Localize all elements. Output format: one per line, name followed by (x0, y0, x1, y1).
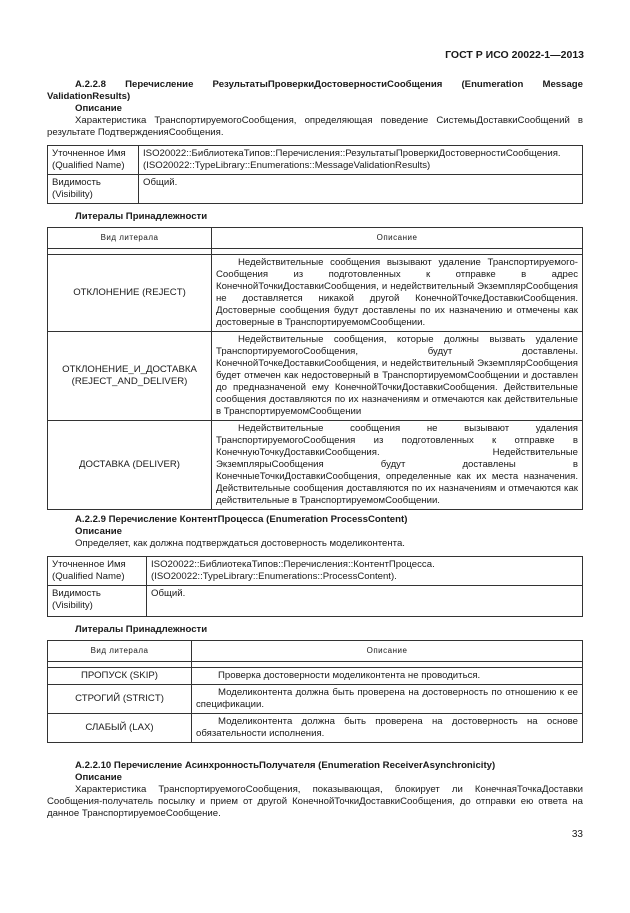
section-title: A.2.2.10 Перечисление АсинхронностьПолучателя (Enumeration ReceiverAsynchronicity) (75, 760, 496, 771)
section-title: A.2.2.9 Перечисление КонтентПроцесса (Enumeration ProcessContent) (75, 514, 408, 525)
column-header-kind: Вид литерала (48, 641, 192, 662)
description-text: Характеристика ТранспортируемогоСообщения, определяющая поведение СистемыДоставкиСообщений в результате ПодтвержденияСообщения. (47, 115, 583, 138)
description-text: Определяет, как должна подтверждаться достоверность моделиконтента. (75, 538, 405, 549)
table-row (48, 146, 583, 175)
column-header-kind: Вид литерала (48, 228, 212, 249)
literal-kind: ДОСТАВКА (DELIVER) (48, 421, 212, 510)
property-value: Общий. (139, 175, 583, 204)
description-label: Описание (75, 526, 122, 537)
property-value: ISO20022::БиблиотекаТипов::Перечисления::КонтентПроцесса. (ISO20022::TypeLibrary::Enumerations::ProcessContent). (147, 557, 583, 586)
literals-table (47, 640, 583, 743)
literal-description: Недействительные сообщения вызывают удаление Транспортируемого-Сообщения из подготовленных к отправке в адрес КонечнойТочкиДоставкиСообщения, и недействительный ЭкземплярСообщения не доставляется никакой другой КонечнойТочкеДоставкиСообщения. Достоверные сообщения будут доставлены по их назначению и отмечены как достоверные в ТранспортируемомСообщении. (212, 255, 583, 332)
literal-description: Проверка достоверности моделиконтента не проводиться. (192, 668, 583, 685)
property-value: Общий. (147, 586, 583, 617)
literal-description: Моделиконтента должна быть проверена на достоверность по отношению к ее спецификации. (192, 685, 583, 714)
column-header-description: Описание (212, 228, 583, 249)
table-row (48, 668, 583, 685)
table-row (48, 557, 583, 586)
property-name: Уточненное Имя (Qualified Name) (48, 557, 147, 586)
property-name: Видимость (Visibility) (48, 175, 139, 204)
properties-table (47, 556, 583, 617)
table-header-row (48, 228, 583, 249)
literal-kind: СТРОГИЙ (STRICT) (48, 685, 192, 714)
literal-kind: ОТКЛОНЕНИЕ (REJECT) (48, 255, 212, 332)
literal-description: Моделиконтента должна быть проверена на достоверность на основе обязательности исполнения. (192, 714, 583, 743)
table-row (48, 586, 583, 617)
description-label: Описание (75, 772, 122, 783)
table-row (48, 421, 583, 510)
table-row (48, 332, 583, 421)
table-row (48, 685, 583, 714)
literals-title: Литералы Принадлежности (75, 211, 208, 222)
section-a228 (47, 79, 583, 510)
literal-description: Недействительные сообщения, которые должны вызвать удаление ТранспортируемогоСообщения, будут доставлены. КонечнойТочкеДоставкиСообщения, и недействительный ЭкземплярСообщения будет отмечен как недостоверный в ТранспортируемомСообщении и доставлен до предназначеной ему КонечнойТочкиДоставкиСообщения. Действительные сообщения доставляются по их назначениям и отмечаются как действительные в ТранспортируемомСообщении (212, 332, 583, 421)
property-name: Уточненное Имя (Qualified Name) (48, 146, 139, 175)
property-value: ISO20022::БиблиотекаТипов::Перечисления::РезультатыПроверкиДостоверностиСообщения. (ISO20022::TypeLibrary::Enumerations::MessageValidationResults) (139, 146, 583, 175)
literals-table (47, 227, 583, 510)
section-title: A.2.2.8 Перечисление РезультатыПроверкиДостоверностиСообщения (Enumeration Message ValidationResults) (47, 79, 583, 102)
page-number: 33 (571, 829, 583, 840)
property-name: Видимость (Visibility) (48, 586, 147, 617)
section-a2210 (47, 760, 583, 820)
literal-description: Недействительные сообщения не вызывают удаления ТранспортируемогоСообщения из подготовленных к отправке в КонечнуюТочкуДоставкиСообщения. Недействительные ЭкземплярыСообщения будут доставлены в КонечныеТочкиДоставкиСообщения, определенные как их места назначения. Действительные сообщения доставляются по их назначениям и отмечаются как действительные в ТранспортируемомСообщении. (212, 421, 583, 510)
literals-title: Литералы Принадлежности (75, 624, 208, 635)
table-header-row (48, 641, 583, 662)
properties-table (47, 145, 583, 204)
section-a229 (47, 514, 583, 743)
literal-kind: СЛАБЫЙ (LAX) (48, 714, 192, 743)
column-header-description: Описание (192, 641, 583, 662)
document-header: ГОСТ Р ИСО 20022-1—2013 (445, 49, 584, 61)
description-text: Характеристика ТранспортируемогоСообщения, показывающая, блокирует ли КонечнаяТочкаДоставки Сообщения-получатель посылку и прием от другой КонечнойТочкиДоставкиСообщения, до отправки ею ответа на данное ТранспортируемоеСообщение. (47, 784, 583, 819)
table-row (48, 255, 583, 332)
table-row (48, 714, 583, 743)
table-row (48, 175, 583, 204)
literal-kind: ПРОПУСК (SKIP) (48, 668, 192, 685)
literal-kind: ОТКЛОНЕНИЕ_И_ДОСТАВКА (REJECT_AND_DELIVER) (48, 332, 212, 421)
description-label: Описание (75, 103, 122, 114)
